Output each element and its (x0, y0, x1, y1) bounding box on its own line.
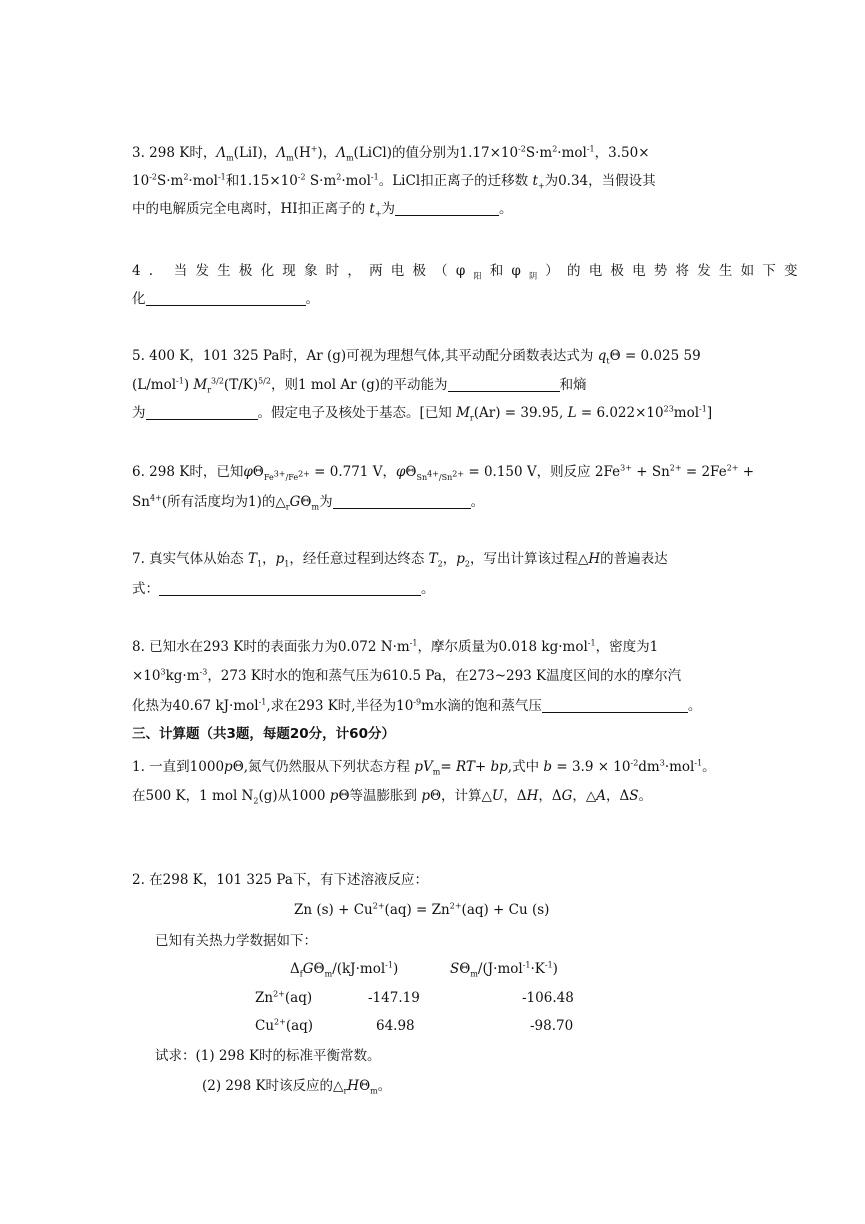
c2-ask-1: 试求：(1) 298 K时的标准平衡常数。 (155, 1048, 381, 1064)
q6-line-2: $Sn^{4+}$(所有活度均为1)的$\triangle_rG\Theta_m$为 。 (132, 493, 485, 512)
c1-line-2: 在500 K，1 mol $N_2(g)$从1000 pΘ等温膨胀到 pΘ，计算△U，ΔH，ΔG，△A，ΔS。 (132, 788, 653, 806)
answer-blank[interactable] (146, 405, 258, 420)
q5-line-1: 5. 400 K，101 325 Pa时，Ar (g)可视为理想气体,其平动配分函数表达式为 $q_t\Theta = 0.025$ 59 (132, 348, 701, 366)
table-row-zn-g: -147.19 (368, 990, 420, 1006)
table-row-cu-species: $Cu^{2+}(aq)$ (255, 1017, 314, 1034)
q3-line-3: 中的电解质完全电离时，HI扣正离子的 $t_+$为 。 (132, 201, 513, 219)
table-row-zn-species: $Zn^{2+}(aq)$ (255, 989, 313, 1006)
c1-line-1: 1. 一直到1000pΘ,氮气仍然服从下列状态方程 $pV_m= RT+$ bp,式中 $b = 3.9 \times 10^{-2}dm^3\cdot mol^{-1}$。 (132, 758, 716, 777)
table-header-s: $S\Theta_m/(J\cdot mol^{-1}\cdot K^{-1})$ (450, 960, 558, 979)
answer-blank[interactable] (333, 494, 471, 509)
q4-line-2: 化 。 (132, 291, 319, 307)
q6-line-1: 6. 298 K时，已知$\varphi\Theta_{Fe^{3+}/Fe^{2+}} = 0.771$ V，$\varphi\Theta_{Sn^{4+}/Sn^{2+}} = 0.150$ V，则反应 $2Fe^{3+} + Sn^{2+} = 2Fe^{2+}$ + (132, 463, 755, 482)
table-row-cu-s: -98.70 (530, 1018, 574, 1034)
answer-blank[interactable] (159, 581, 421, 596)
q8-line-3: 化热为40.67 kJ·mol$^{-1}$,求在293 K时,半径为$10^{-9}m$水滴的饱和蒸气压 。 (132, 697, 702, 714)
c2-ask-2: (2) 298 K时该反应的$\triangle_rH\Theta_m$。 (202, 1078, 392, 1096)
c2-line-1: 2. 在298 K，101 325 Pa下，有下述溶液反应： (132, 872, 428, 888)
q8-line-2: $\times 10^3kg\cdot m^{-3}$，273 K时水的饱和蒸气压为610.5 Pa，在273~293 K温度区间的水的摩尔汽 (132, 667, 682, 684)
q7-line-2: 式： 。 (132, 581, 435, 597)
answer-blank[interactable] (395, 201, 499, 216)
q5-line-2: (L/mol$^{-1}$) $M_r^{3/2}(T/K)^{5/2}$，则1 mol Ar (g)的平动能为 和熵 (132, 376, 587, 395)
q3-line-2: $10^{-2}S\cdot m^2\cdot mol^{-1}$和$1.15\times 10^{-2}$ $S\cdot m^2\cdot mol^{-1}$。LiCl扣正离子的迁移数 $t_+$为0.34，当假设其 (132, 172, 656, 191)
q3-line-1: 3. 298 K时，$\Lambda_m(LiI)$，$\Lambda_m(H^+)$，$\Lambda_m(LiCl)$的值分别为$1.17\times 10^{-2}S\cdot m^2\cdot mol^{-1}$，3.50× (132, 144, 650, 163)
q5-line-3: 为 。假定电子及核处于基态。[已知 $M_r(Ar) = 39.95$, $L = 6.022\times 10^{23}mol^{-1}$] (132, 404, 713, 423)
q8-line-1: 8. 已知水在293 K时的表面张力为0.072 $N\cdot m^{-1}$，摩尔质量为0.018 kg·mol$^{-1}$，密度为1 (132, 638, 659, 655)
table-row-cu-g: 64.98 (376, 1018, 415, 1034)
answer-blank[interactable] (448, 377, 560, 392)
answer-blank[interactable] (146, 291, 306, 306)
q7-line-1: 7. 真实气体从始态 $T_1$，$p_1$，经任意过程到达终态 $T_2$，$p_2$，写出计算该过程△H的普遍表达 (132, 551, 668, 569)
q4-line-1: 4. 当发生极化现象时，两电极（$\varphi_阳$和$\varphi_阴$）的电极电势将发生如下变 (132, 263, 806, 281)
c2-intro: 已知有关热力学数据如下： (155, 933, 317, 949)
table-row-zn-s: -106.48 (522, 990, 574, 1006)
table-header-g: $\Delta_fG\Theta_m/(kJ\cdot mol^{-1})$ (290, 960, 399, 979)
section-heading: 三、计算题（共3题，每题20分，计60分） (132, 726, 395, 742)
c2-reaction: Zn $(s) + Cu^{2+}(aq) = Zn^{2+}(aq) + Cu$ (s) (294, 901, 550, 918)
answer-blank[interactable] (542, 698, 688, 713)
